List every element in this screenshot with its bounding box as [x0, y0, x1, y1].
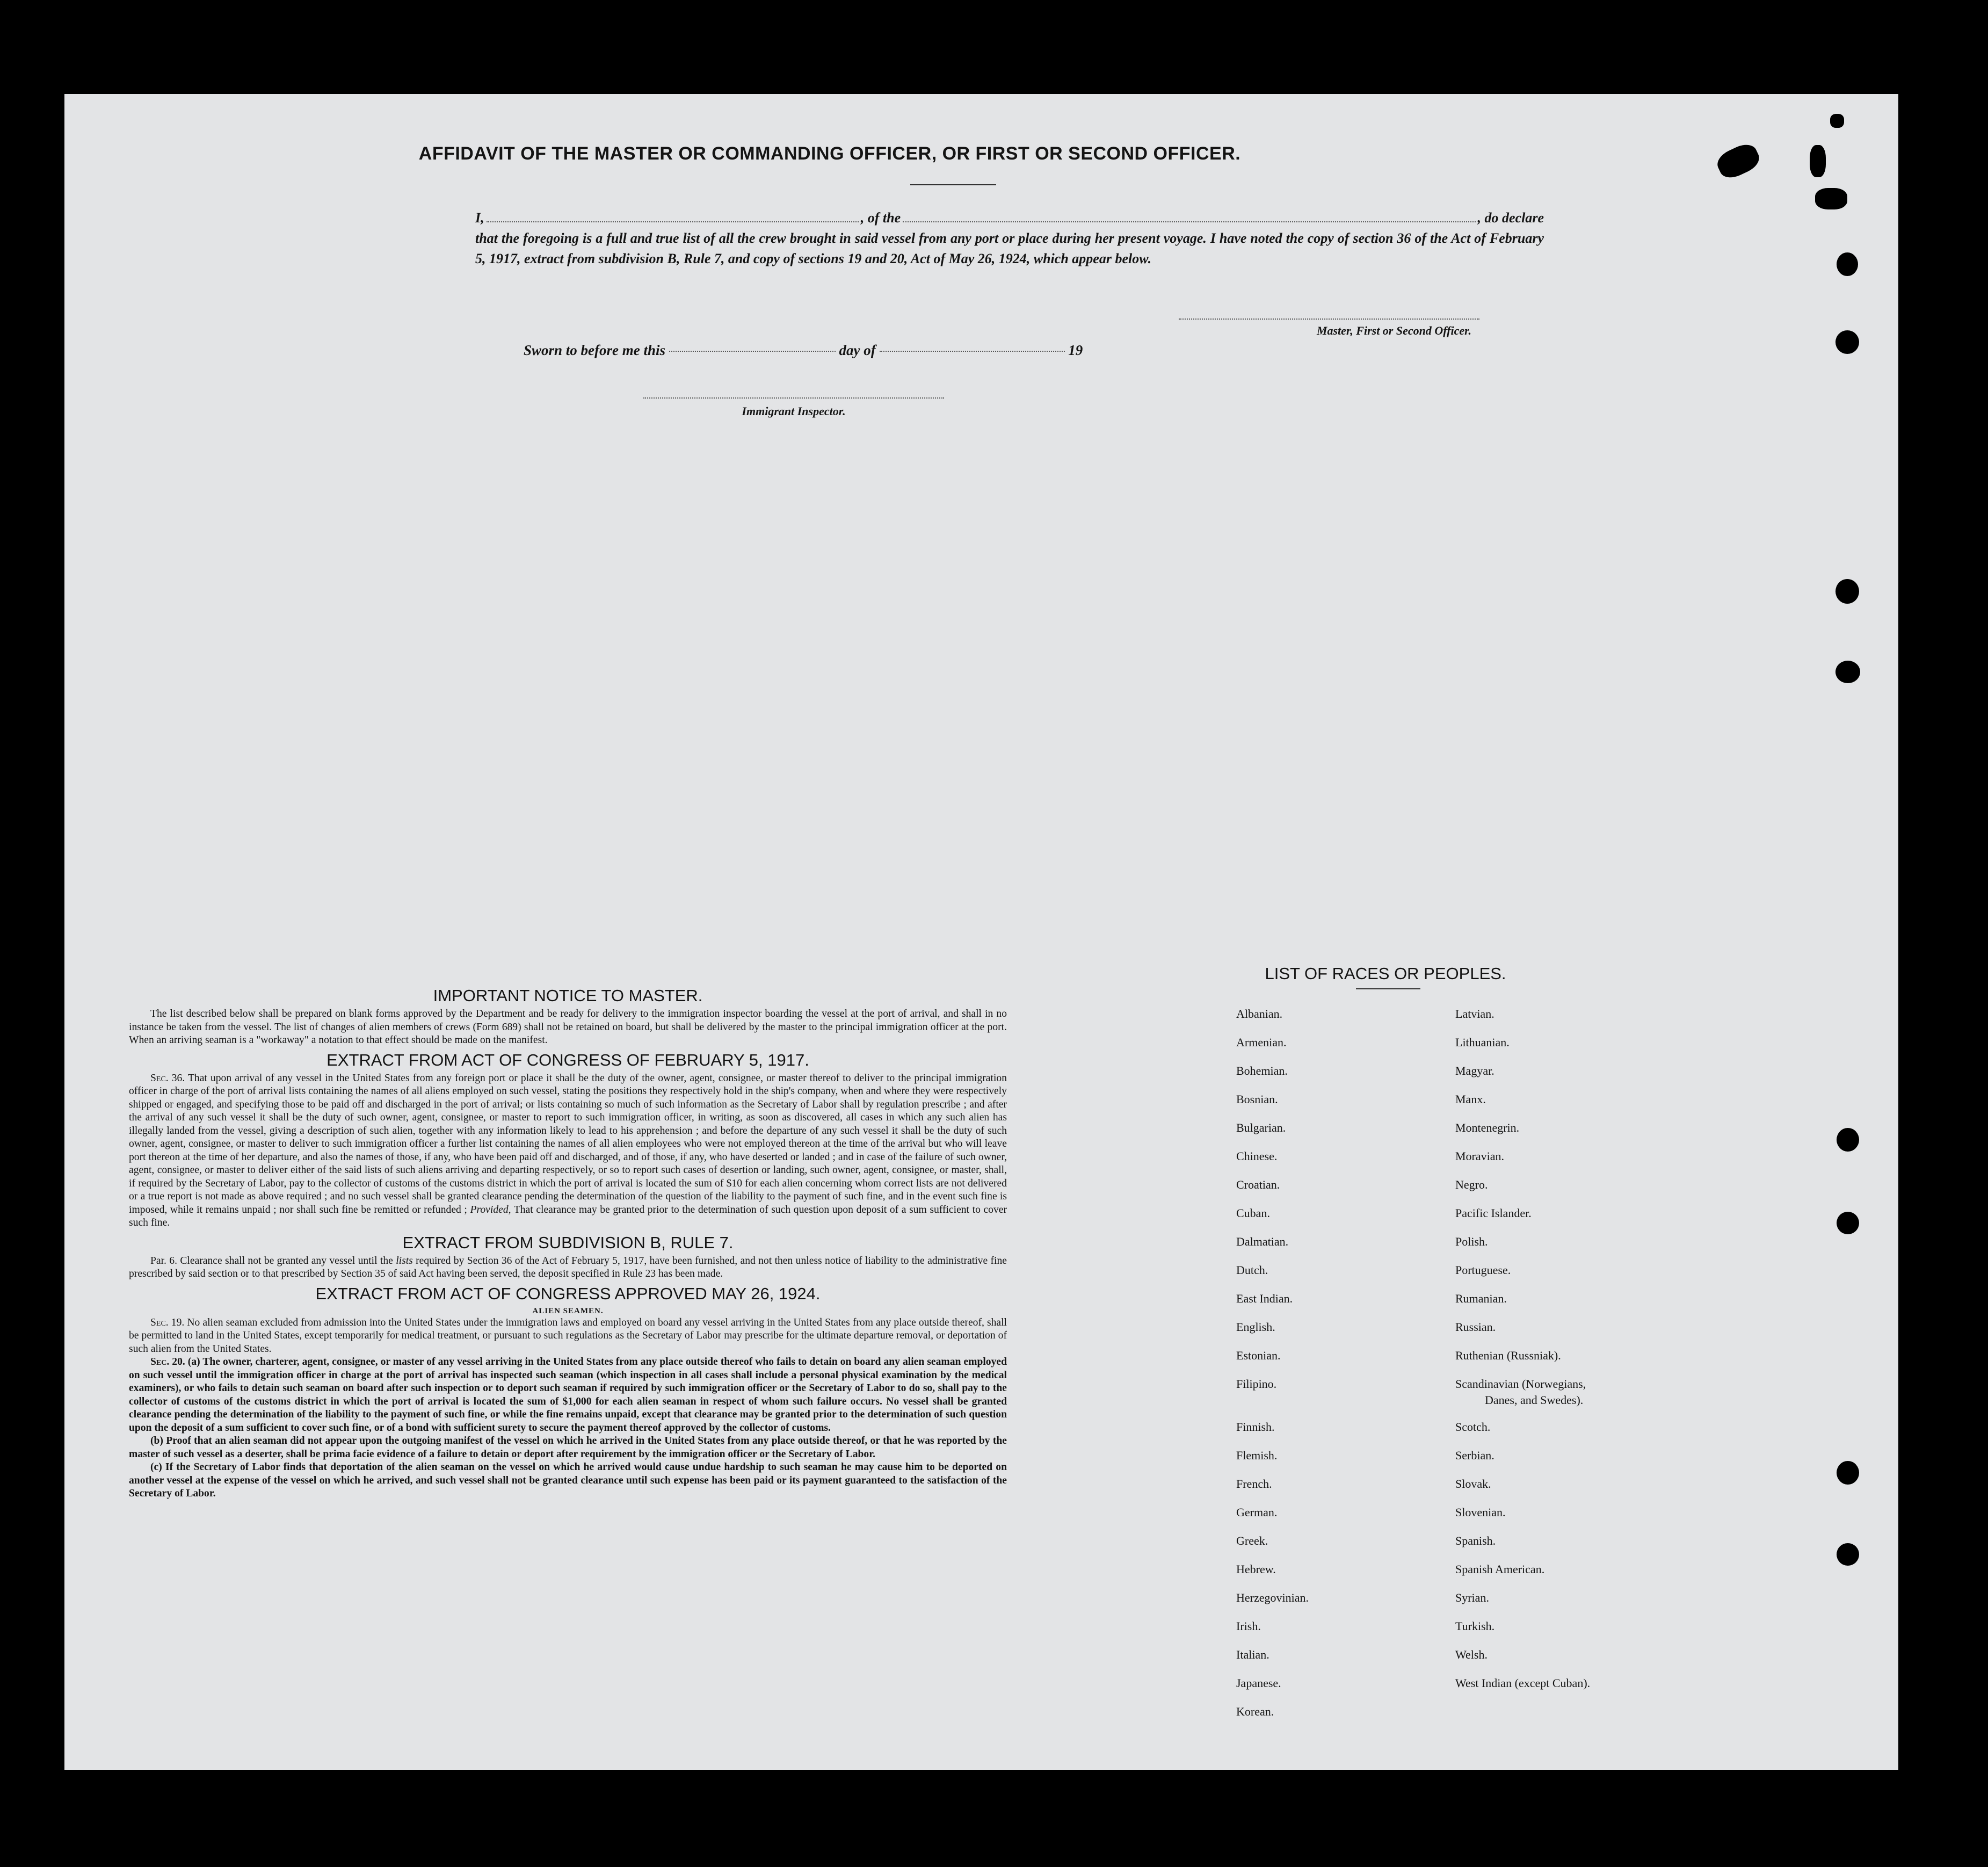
- sec-19-label: Sec. 19.: [150, 1316, 185, 1328]
- race-item: Japanese.: [1236, 1676, 1281, 1690]
- race-item: Portuguese.: [1455, 1263, 1511, 1277]
- notice-heading: IMPORTANT NOTICE TO MASTER.: [433, 986, 703, 1005]
- affidavit-of-the-label: , of the: [860, 210, 901, 226]
- race-item: Slovenian.: [1455, 1505, 1506, 1519]
- sec-20-label: Sec. 20.: [150, 1356, 185, 1367]
- race-item: Slovak.: [1455, 1477, 1491, 1490]
- race-item: Ruthenian (Russniak).: [1455, 1349, 1561, 1362]
- race-item: Scandinavian (Norwegians,: [1455, 1377, 1586, 1391]
- affidavit-title: AFFIDAVIT OF THE MASTER OR COMMANDING OFFICER, OR FIRST OR SECOND OFFICER.: [418, 143, 1241, 164]
- race-item: Chinese.: [1236, 1149, 1278, 1163]
- race-item: Armenian.: [1236, 1036, 1287, 1049]
- race-item: Negro.: [1455, 1178, 1488, 1191]
- race-item: English.: [1236, 1320, 1275, 1334]
- sec-19-text: [129, 1316, 1007, 1356]
- binder-hole: [1837, 1212, 1859, 1234]
- affidavit-text: [475, 208, 1544, 269]
- race-item: French.: [1236, 1477, 1272, 1490]
- race-item: Cuban.: [1236, 1206, 1270, 1220]
- alien-seamen-subheading: ALIEN SEAMEN.: [532, 1306, 604, 1315]
- sec-20a-body: (a) The owner, charterer, agent, consignee, or master of any vessel arriving in the United States from any place outside thereof who fails to detain on board any alien seaman employed on such vessel until the immigration officer in charge at the port of arrival has inspected such seaman (which inspection in all cases shall include a personal physical examination by the medical examiners), or who fails to detain such seaman on board after such inspection or to deport such seaman if required by such immigration officer or the Secretary of Labor to do so, shall pay to the collector of customs of the customs district in which the port of arrival is located the sum of $1,000 for each alien seaman in respect of whom such failure occurs. No vessel shall be granted clearance pending the determination of the liability to the payment of such fine, or while the fine remains unpaid, except that clearance may be granted prior to the determination of such question upon the deposit of a sum sufficient to cover such fine, or of a bond with sufficient surety to secure the payment thereof approved by the collector of customs.: [129, 1356, 1007, 1434]
- inspector-signature-line[interactable]: [643, 397, 944, 399]
- par-6-body-end: required by Section 36 of the Act of February 5, 1917, have been furnished, and not then unless notice of liability to the administrative fine prescribed by said section or to that prescribed by Section 35 of said Act having been served, the deposit specified in Rule 23 has been made.: [129, 1255, 1007, 1279]
- sec-20b-text: (b) Proof that an alien seaman did not appear upon the outgoing manifest of the vessel on which he arrived in the United States from any place outside thereof, or that he was reported by the master of such vessel as a deserter, shall be prima facie evidence of a failure to detain or deport after requirement by the immigration officer or the Secretary of Labor.: [129, 1435, 1007, 1460]
- lists-word: lists: [396, 1255, 413, 1267]
- race-item: Greek.: [1236, 1533, 1268, 1547]
- race-item: Herzegovinian.: [1236, 1590, 1309, 1604]
- race-item: Manx.: [1455, 1092, 1486, 1106]
- sworn-day-of: day of: [839, 342, 876, 358]
- race-item: Croatian.: [1236, 1178, 1280, 1191]
- race-item: Flemish.: [1236, 1448, 1278, 1462]
- race-item: West Indian (except Cuban).: [1455, 1676, 1591, 1690]
- race-item: Welsh.: [1455, 1647, 1488, 1661]
- race-item: Scotch.: [1455, 1420, 1491, 1434]
- race-item: Turkish.: [1455, 1619, 1495, 1633]
- sworn-year: 19: [1068, 342, 1083, 358]
- race-item: Irish.: [1236, 1619, 1261, 1633]
- race-item: Latvian.: [1455, 1007, 1494, 1021]
- ink-blot: [1815, 188, 1847, 209]
- race-item: Dalmatian.: [1236, 1235, 1289, 1248]
- ink-blot: [1830, 114, 1844, 128]
- race-item: Italian.: [1236, 1647, 1269, 1661]
- sworn-month-blank[interactable]: [880, 350, 1065, 352]
- document-page: [64, 94, 1898, 1770]
- binder-hole: [1835, 579, 1859, 604]
- master-signature-label: Master, First or Second Officer.: [1316, 324, 1471, 337]
- race-item: Danes, and Swedes).: [1485, 1393, 1584, 1407]
- legal-notice-column: [129, 983, 1007, 1501]
- binder-hole: [1837, 1461, 1859, 1485]
- name-blank[interactable]: [487, 221, 859, 222]
- sworn-prefix: Sworn to before me this: [524, 342, 666, 358]
- race-item: Bulgarian.: [1236, 1121, 1286, 1134]
- master-signature-line[interactable]: [1179, 319, 1479, 320]
- binder-hole: [1837, 1128, 1859, 1152]
- race-item: Spanish American.: [1455, 1562, 1545, 1576]
- extract-rule7-heading: EXTRACT FROM SUBDIVISION B, RULE 7.: [402, 1233, 734, 1252]
- race-item: Rumanian.: [1455, 1292, 1507, 1305]
- notice-text: The list described below shall be prepared on blank forms approved by the Department and be ready for delivery to the immigration inspector boarding the vessel at the port of arrival, and shall in no instance be taken from the vessel. The list of changes of alien members of crews (Form 689) shall not be retained on board, but shall be delivered by the master to the principal immigration officer at the port. When an arriving seaman is a "workaway" a notation to that effect should be made on the manifest.: [129, 1008, 1007, 1046]
- extract-1917-heading: EXTRACT FROM ACT OF CONGRESS OF FEBRUARY 5, 1917.: [327, 1050, 809, 1069]
- sec-20a-text: [129, 1356, 1007, 1435]
- race-item: Polish.: [1455, 1235, 1488, 1248]
- sec-19-body: No alien seaman excluded from admission into the United States under the immigration laws and employed on board any vessel arriving in the United States from any place outside thereof, shall be permitted to land in the United States, except temporarily for medical treatment, or pursuant to such regulations as the Secretary of Labor may prescribe for the ultimate departure removal, or deportation of such alien from the United States.: [129, 1316, 1007, 1355]
- races-divider: [1356, 988, 1420, 989]
- sec-20c-text: (c) If the Secretary of Labor finds that deportation of the alien seaman on the vessel on which he arrived would cause undue hardship to such seaman he may cause him to be deported on another vessel at the expense of the vessel on which he arrived, and such vessel shall not be granted clearance until such expense has been paid or its payment guaranteed to the satisfaction of the Secretary of Labor.: [129, 1461, 1007, 1499]
- race-item: Russian.: [1455, 1320, 1496, 1334]
- race-item: Hebrew.: [1236, 1562, 1276, 1576]
- race-item: Magyar.: [1455, 1064, 1494, 1077]
- extract-1917-text: [129, 1072, 1007, 1230]
- race-item: Bosnian.: [1236, 1092, 1278, 1106]
- race-item: Bohemian.: [1236, 1064, 1288, 1077]
- race-item: Pacific Islander.: [1455, 1206, 1532, 1220]
- affidavit-body-text: that the foregoing is a full and true list of all the crew brought in said vessel from any port or place during her present voyage. I have noted the copy of section 36 of the Act of February 5, 1917, extract from subdivision B, Rule 7, and copy of sections 19 and 20, Act of May 26, 1924, which appear below.: [475, 230, 1544, 266]
- provided-word: Provided,: [470, 1204, 511, 1215]
- races-heading: LIST OF RACES OR PEOPLES.: [1265, 964, 1506, 983]
- binder-hole: [1835, 661, 1860, 683]
- race-item: Serbian.: [1455, 1448, 1494, 1462]
- race-item: Spanish.: [1455, 1533, 1496, 1547]
- title-divider: [910, 184, 996, 185]
- race-item: Korean.: [1236, 1704, 1274, 1718]
- extract-rule7-text: [129, 1255, 1007, 1281]
- binder-hole: [1837, 1543, 1859, 1566]
- race-item: Finnish.: [1236, 1420, 1275, 1434]
- race-item: Syrian.: [1455, 1590, 1489, 1604]
- race-item: Montenegrin.: [1455, 1121, 1520, 1134]
- sworn-date-blank[interactable]: [669, 350, 836, 352]
- race-item: German.: [1236, 1505, 1278, 1519]
- race-item: Filipino.: [1236, 1377, 1277, 1391]
- ink-blot: [1810, 145, 1826, 177]
- race-item: Moravian.: [1455, 1149, 1505, 1163]
- race-item: East Indian.: [1236, 1292, 1293, 1305]
- affidavit-declare-label: , do declare: [1477, 210, 1544, 226]
- vessel-blank[interactable]: [903, 221, 1475, 222]
- extract-1924-heading: EXTRACT FROM ACT OF CONGRESS APPROVED MAY 26, 1924.: [315, 1284, 821, 1303]
- race-item: Dutch.: [1236, 1263, 1268, 1277]
- par-6-body-start: Clearance shall not be granted any vessel until the: [180, 1255, 393, 1267]
- inspector-signature-label: Immigrant Inspector.: [742, 404, 846, 418]
- race-item: Estonian.: [1236, 1349, 1281, 1362]
- race-item: Albanian.: [1236, 1007, 1283, 1021]
- affidavit-declaration-line: [475, 208, 1544, 228]
- race-item: Lithuanian.: [1455, 1036, 1510, 1049]
- binder-hole: [1835, 330, 1859, 354]
- sec-36-body: That upon arrival of any vessel in the United States from any foreign port or place it shall be the duty of the owner, agent, consignee, or master thereof to deliver to the principal immigration officer in charge of the port of arrival lists containing the names of all aliens employed on such vessel, stating the positions they respectively hold in the ship's company, when and where they were respectively shipped or engaged, and specifying those to be paid off and discharged in the port of arrival; or lists containing so much of such information as the Secretary of Labor shall by regulation prescribe ; and after the arrival of any such vessel it shall be the duty of such owner, agent, consignee, or master to report to such immigration officer, in writing, as soon as discovered, all cases in which any such alien has illegally landed from the vessel, giving a description of such alien, together with any information likely to lead to his apprehension ; and before the departure of any such vessel it shall be the duty of such owner, agent, consignee, or master to deliver to such immigration officer a further list containing the names of all alien employees who were not employed thereon at the time of the arrival but who will leave port thereon at the time of her departure, and also the names of those, if any, who have been paid off and discharged, and of those, if any, who have deserted or landed ; and in case of the failure of such owner, agent, consignee, or master to deliver either of the said lists of such aliens arriving and departing respectively, or so to report such cases of desertion or landing, such owner, agent, consignee, or master, shall, if required by the Secretary of Labor, pay to the collector of customs of the customs district in which the port of arrival is located the sum of $10 for each alien concerning whom correct lists are not delivered or a true report is not made as above required ; and no such vessel shall be granted clearance pending the determination of the question of the liability to the payment of such fine, and in the event such fine is imposed, while it remains unpaid ; nor shall such fine be remitted or refunded ;: [129, 1072, 1007, 1215]
- affidavit-i-label: I,: [475, 210, 484, 226]
- sec-36-proviso: That clearance may be granted prior to the determination of such question upon deposit of a sum sufficient to cover such fine.: [129, 1204, 1007, 1228]
- sec-36-label: Sec. 36.: [150, 1072, 185, 1084]
- par-6-label: Par. 6.: [150, 1255, 177, 1267]
- binder-hole: [1837, 252, 1858, 276]
- sworn-line: [524, 342, 1083, 359]
